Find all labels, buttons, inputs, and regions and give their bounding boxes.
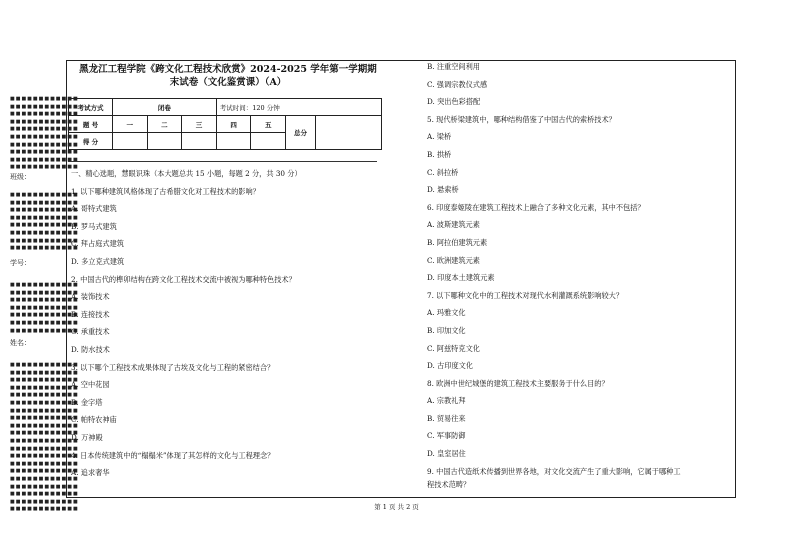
question-no-label: 题 号 (69, 116, 113, 133)
score-cell[interactable] (182, 133, 217, 150)
binding-dots-2: ■■■■■■■■■■■■ ■■■■■■■■■■■■ ■■■■■■■■■■■■ ■■■■■■■■■■■■ ■■■■■■■■■■■■ ■■■■■■■■■■■■ ■■■■■■■■■■■■ ■■■■■■■■■■■■ (10, 192, 79, 252)
total-score-cell[interactable] (316, 116, 382, 150)
question-line: 6. 印度泰姬陵在建筑工程技术上融合了多种文化元素，其中不包括？ (427, 202, 645, 212)
binding-dots-1: ■■■■■■■■■■■■ ■■■■■■■■■■■■ ■■■■■■■■■■■■ ■■■■■■■■■■■■ ■■■■■■■■■■■■ ■■■■■■■■■■■■ ■■■■■■■■■■■■ ■■■■■■■■■■■■ ■■■■■■■■■■■■ ■■■■■■■■■■■■ (10, 96, 79, 171)
binding-dots-4: ■■■■■■■■■■■■ ■■■■■■■■■■■■ ■■■■■■■■■■■■ ■■■■■■■■■■■■ ■■■■■■■■■■■■ ■■■■■■■■■■■■ ■■■■■■■■■■■■ ■■■■■■■■■■■■ ■■■■■■■■■■■■ ■■■■■■■■■■■■ ■■■■■■■■■■■■ ■■■■■■■■■■■■ ■■■■■■■■■■■■ ■■■■■■■■■■■■ ■■■■■■■■■■■■ ■■■■■■■■■■■■ ■■■■■■■■■■■■ ■■■■■■■■■■■■ ■■■■■■■■■■■■ ■■■■■■■■■■■■ (10, 362, 79, 513)
option-line: B. 阿拉伯建筑元素 (427, 237, 488, 247)
question-line: 2. 中国古代的榫卯结构在跨文化工程技术交流中被视为哪种特色技术？ (71, 274, 296, 284)
score-cell[interactable] (147, 133, 182, 150)
question-line: 8. 欧洲中世纪城堡的建筑工程技术主要服务于什么目的？ (427, 378, 609, 388)
option-line: D. 突出色彩搭配 (427, 97, 481, 107)
exam-title-line-1: 黑龙江工程学院《跨文化工程技术欣赏》2024-2025 学年第一学期期 (79, 64, 377, 75)
option-line: B. 贸易往来 (427, 413, 466, 423)
name-label: 姓名： (10, 339, 31, 347)
student-id-label: 学号： (10, 259, 31, 267)
option-line: D. 古印度文化 (427, 361, 474, 371)
option-line: A. 波斯建筑元素 (427, 220, 480, 230)
exam-form-label: 考试方式 (69, 99, 113, 116)
option-line: C. 斜拉桥 (427, 167, 459, 177)
option-line: C. 帕特农神庙 (71, 415, 117, 425)
score-table (68, 98, 382, 150)
exam-time: 考试时间：120 分钟 (216, 99, 381, 116)
option-line: A. 玛雅文化 (427, 308, 466, 318)
section-header: 一 (113, 116, 148, 133)
option-line: B. 印加文化 (427, 325, 466, 335)
option-line: C. 阿兹特克文化 (427, 343, 480, 353)
option-line: D. 多立克式建筑 (71, 256, 125, 266)
option-line: A. 梁桥 (427, 132, 452, 142)
option-line: A. 装饰技术 (71, 292, 110, 302)
option-line: A. 哥特式建筑 (71, 204, 117, 214)
option-line: C. 承重技术 (71, 327, 110, 337)
question-line: 3. 以下哪个工程技术成果体现了古埃及文化与工程的紧密结合？ (71, 362, 275, 372)
option-line: A. 空中花园 (71, 380, 110, 390)
option-line: A. 宗教礼拜 (427, 396, 466, 406)
question-line: 程技术范畴？ (427, 480, 471, 490)
right-column (427, 58, 681, 490)
exam-title (73, 63, 383, 89)
question-line: 5. 现代桥梁建筑中，哪种结构借鉴了中国古代的索桥技术？ (427, 114, 616, 124)
option-line: D. 万神殿 (71, 432, 103, 442)
section-header: 五 (251, 116, 286, 133)
option-line: D. 印度本土建筑元素 (427, 273, 495, 283)
option-line: D. 防水技术 (71, 344, 110, 354)
question-line: 1. 以下哪种建筑风格体现了古希腊文化对工程技术的影响？ (71, 186, 260, 196)
option-line: C. 强调宗教仪式感 (427, 79, 488, 89)
section-header: 二 (147, 116, 182, 133)
score-cell[interactable] (113, 133, 148, 150)
section-header: 三 (182, 116, 217, 133)
left-column (71, 165, 302, 482)
page-number: 第 1 页 共 2 页 (374, 503, 419, 511)
section-heading: 一、精心选题，慧眼识珠（本大题总共 15 小题，每题 2 分，共 30 分） (71, 169, 302, 178)
question-line: 9. 中国古代造纸术传播到世界各地，对文化交流产生了重大影响，它属于哪种工 (427, 466, 681, 476)
binding-dots-3: ■■■■■■■■■■■■ ■■■■■■■■■■■■ ■■■■■■■■■■■■ ■■■■■■■■■■■■ ■■■■■■■■■■■■ ■■■■■■■■■■■■ ■■■■■■■■■■■■ (10, 282, 79, 334)
option-line: B. 注重空间利用 (427, 62, 480, 71)
score-label: 得 分 (69, 133, 113, 150)
option-line: B. 拱桥 (427, 149, 452, 159)
option-line: D. 皇室居住 (427, 449, 466, 459)
option-line: B. 金字塔 (71, 397, 103, 407)
score-cell[interactable] (251, 133, 286, 150)
option-line: B. 连接技术 (71, 309, 110, 319)
score-cell[interactable] (216, 133, 251, 150)
exam-form-value: 闭卷 (113, 99, 217, 116)
option-line: C. 拜占庭式建筑 (71, 239, 124, 249)
option-line: C. 欧洲建筑元素 (427, 255, 480, 265)
exam-title-line-2: 末试卷（文化鉴赏课）（A） (169, 77, 287, 88)
option-line: D. 悬索桥 (427, 185, 459, 195)
option-line: B. 罗马式建筑 (71, 221, 117, 231)
question-line: 4. 日本传统建筑中的“榻榻米”体现了其怎样的文化与工程理念？ (71, 450, 275, 460)
option-line: C. 军事防御 (427, 431, 466, 441)
question-line: 7. 以下哪种文化中的工程技术对现代水利灌溉系统影响较大？ (427, 290, 624, 300)
option-line: A. 追求奢华 (71, 468, 110, 478)
total-label: 总分 (286, 116, 316, 150)
class-label: 班级： (10, 173, 31, 181)
section-header: 四 (216, 116, 251, 133)
divider-line (68, 161, 377, 162)
